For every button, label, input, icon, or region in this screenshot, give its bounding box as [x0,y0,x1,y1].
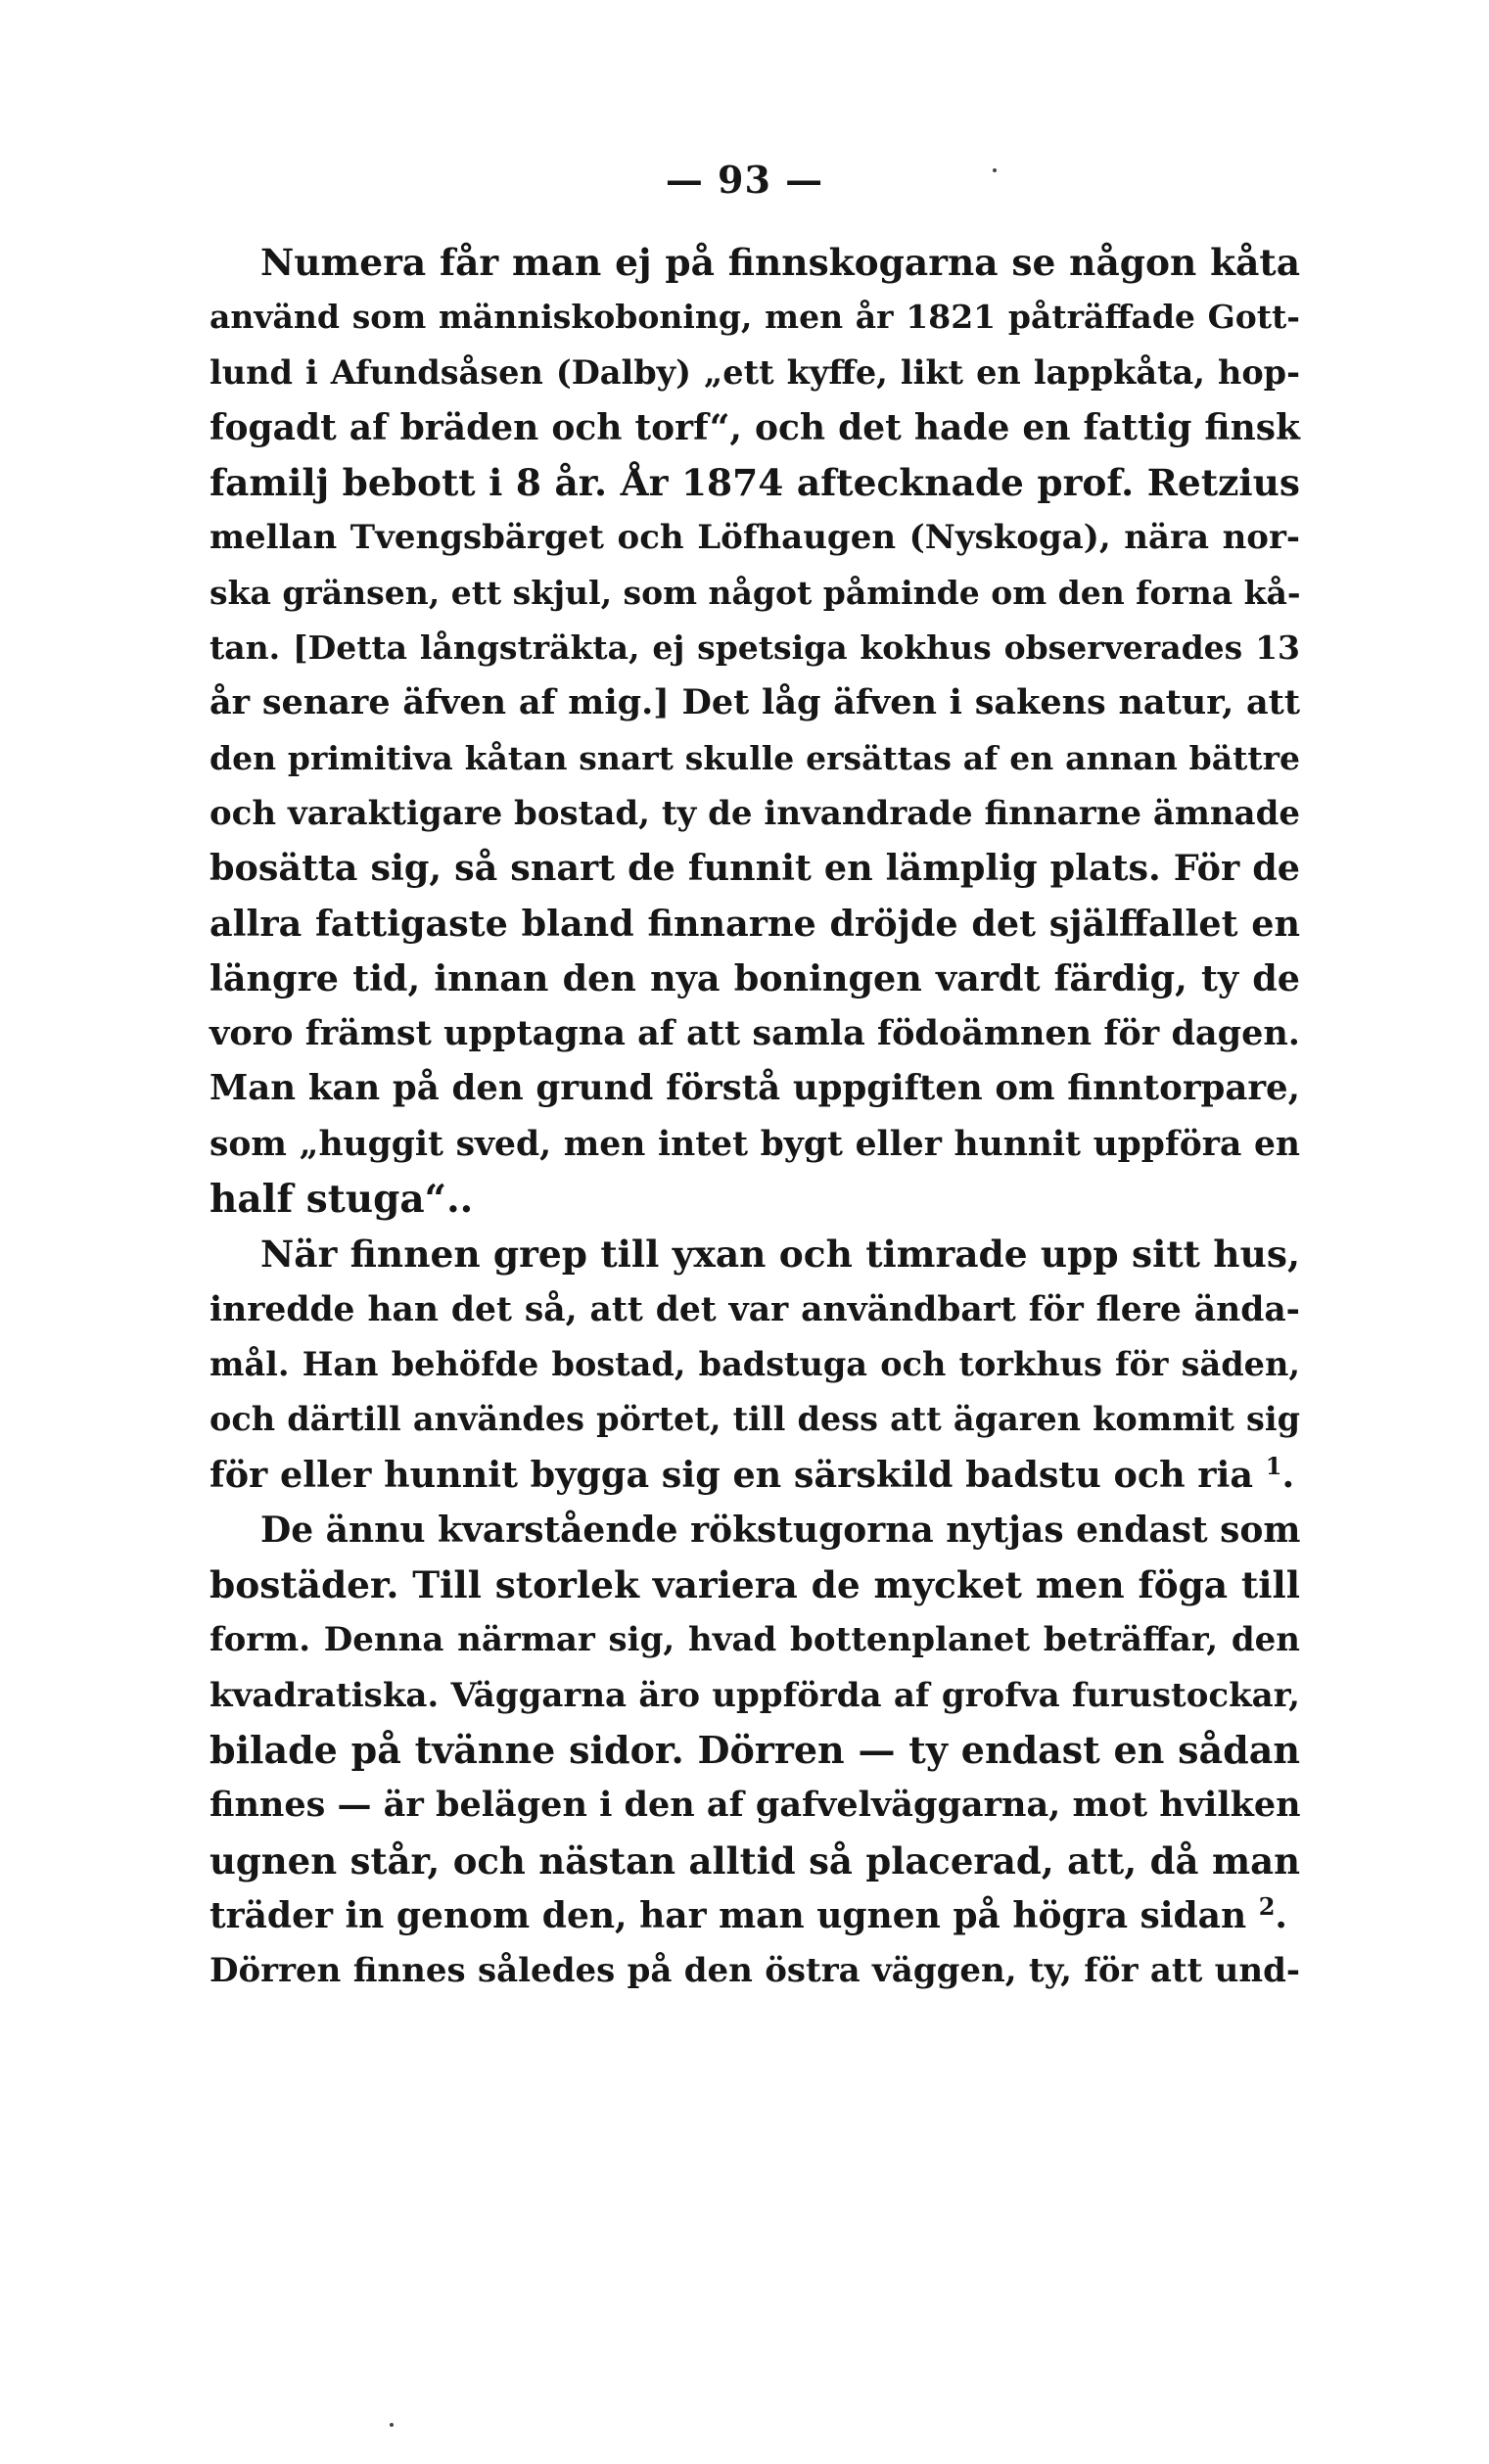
body-text [209,235,1300,1999]
paragraph-1 [209,235,1300,1227]
text-line: som „huggit sved, men intet bygt eller hunnit uppföra en [209,1124,1300,1164]
text-line: den primitiva kåtan snart skulle ersättas af en annan bättre [209,738,1300,777]
text-line: ugnen står, och nästan alltid så placerad, att, då man [209,1838,1300,1883]
text-line: och därtill användes pörtet, till dess att ägaren kommit sig [209,1400,1300,1439]
text-line [209,1888,1300,1943]
text-line [209,1448,1300,1503]
footnote-marker: 1 [1265,1451,1282,1480]
text-line: använd som människoboning, men år 1821 påträffade Gott- [209,298,1300,337]
text-line-body: träder in genom den, har man ugnen på högra sidan [209,1894,1247,1936]
text-line: inredde han det så, att det var användbart för flere ända- [209,1289,1300,1329]
text-line: år senare äfven af mig.] Det låg äfven i sakens natur, att [209,682,1300,723]
text-line: mål. Han behöfde bostad, badstuga och torkhus för säden, [209,1344,1300,1383]
text-line: bostäder. Till storlek variera de mycket men föga till [209,1563,1300,1607]
text-line: lund i Afundsåsen (Dalby) „ett kyffe, likt en lappkåta, hop- [209,352,1300,392]
text-line: När finnen grep till yxan och timrade upp sitt hus, [260,1232,1300,1277]
line-end-punctuation: . [1275,1894,1287,1936]
text-line: Man kan på den grund förstå uppgiften om finntorpare, [209,1068,1300,1109]
text-line: ska gränsen, ett skjul, som något påminde om den forna kå- [209,573,1301,612]
text-line: form. Denna närmar sig, hvad bottenplanet beträffar, den [209,1620,1300,1660]
text-line: kvadratiska. Väggarna äro uppförda af grofva furustockar, [209,1675,1300,1715]
line-end-punctuation: . [1281,1453,1295,1496]
print-speck [390,2423,394,2427]
text-line: längre tid, innan den nya boningen vardt färdig, ty de [209,956,1300,1000]
text-line: half stuga“.. [209,1177,474,1223]
text-line: finnes — är belägen i den af gafvelväggarna, mot hvilken [209,1785,1301,1826]
text-line: bilade på tvänne sidor. Dörren — ty endast en sådan [209,1728,1300,1773]
text-line: familj bebott i 8 år. År 1874 aftecknade prof. Retzius [209,461,1300,505]
paragraph-2 [209,1227,1300,1502]
text-line: bosätta sig, så snart de funnit en lämplig plats. För de [209,847,1300,890]
text-line: voro främst upptagna af att samla födoämnen för dagen. [209,1013,1300,1054]
text-line: mellan Tvengsbärget och Löfhaugen (Nyskoga), nära nor- [209,518,1300,558]
text-line: De ännu kvarstående rökstugorna nytjas endast som [260,1509,1301,1551]
print-speck [993,168,997,172]
text-line: tan. [Detta långsträkta, ej spetsiga kokhus observerades 13 [209,628,1300,668]
footnote-marker: 2 [1258,1891,1276,1921]
page-number: — 93 — [665,158,824,202]
paragraph-3 [209,1503,1300,1999]
text-line: och varaktigare bostad, ty de invandrade finnarne ämnade [209,793,1300,833]
text-line: Numera får man ej på finnskogarna se någon kåta [260,241,1300,284]
text-line-body: för eller hunnit bygga sig en särskild badstu och ria [209,1453,1254,1496]
text-line: fogadt af bräden och torf“, och det hade en fattig finsk [209,406,1300,448]
text-line: Dörren finnes således på den östra väggen, ty, för att und- [209,1951,1300,1991]
text-line: allra fattigaste bland finnarne dröjde det själffallet en [209,902,1300,945]
